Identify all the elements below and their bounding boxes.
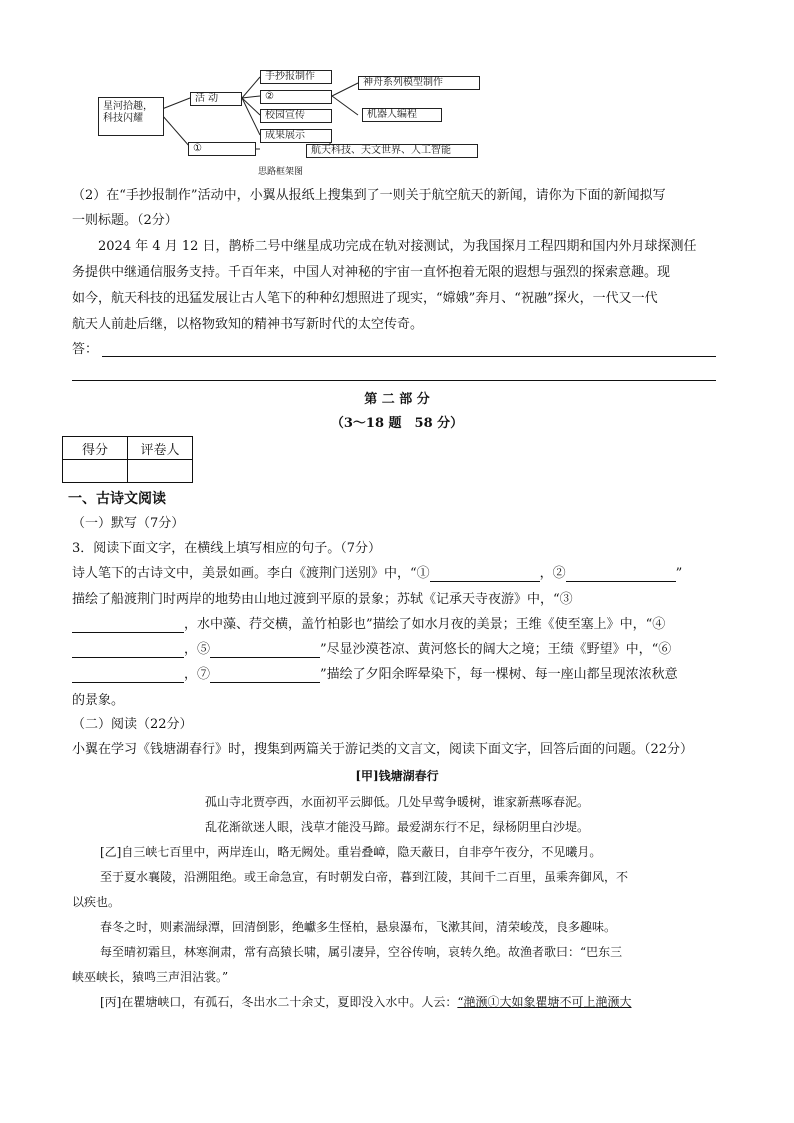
diagram-root-box: 星河拾趣， 科技闪耀 <box>98 97 164 136</box>
blank-7[interactable] <box>210 669 320 683</box>
diagram-caption: 思路框架图 <box>258 167 304 177</box>
score-table <box>62 436 193 483</box>
diagram-right-robot-coding: 机器人编程 <box>362 108 442 122</box>
score-cell-score[interactable] <box>63 460 128 483</box>
diagram-right-model-making: 神舟系列模型制作 <box>358 76 480 90</box>
part2-subtitle: （3～18 题 58 分） <box>330 416 464 431</box>
diagram-item-results-show: 成果展示 <box>260 129 332 143</box>
text-jia-line2: 乱花渐欲迷人眼，浅草才能没马蹄。最爱湖东行不足，绿杨阴里白沙堤。 <box>204 820 589 834</box>
q3-line1-text-c: ” <box>675 566 683 581</box>
text-bing-line1 <box>100 994 632 1010</box>
text-yi-line5: 每至晴初霜旦，林寒涧肃，常有高猿长啸，属引凄异，空谷传响，哀转久绝。故渔者歌曰：“巴东三 <box>100 945 623 959</box>
blank-6[interactable] <box>72 669 184 683</box>
section1-reading-heading: （二）阅读（22分） <box>72 717 193 732</box>
blank-4[interactable] <box>72 644 184 658</box>
q3-line1-text-a: 诗人笔下的古诗文中，美景如画。李白《渡荆门送别》中，“① <box>72 566 430 581</box>
score-cell-grader[interactable] <box>128 460 193 483</box>
text-yi-line3: 以疾也。 <box>72 895 121 909</box>
diagram-activity-box: 活 动 <box>190 92 242 106</box>
text-bing-line1-b: “滟滪①大如象瞿塘不可上滟滪大 <box>457 995 632 1009</box>
q3-line1 <box>72 566 682 582</box>
blank-5[interactable] <box>210 644 320 658</box>
q3-line4 <box>72 642 671 658</box>
q2-news-line1: 2024 年 4 月 12 日，鹊桥二号中继星成功完成在轨对接测试，为我国探月工程四期和国内外月球探测任 <box>98 239 697 254</box>
blank-1[interactable] <box>430 568 540 582</box>
blank-3[interactable] <box>72 619 184 633</box>
q3-line4-text-a: ，⑤ <box>184 642 211 657</box>
reading-intro: 小翼在学习《钱塘湖春行》时，搜集到两篇关于游记类的文言文，阅读下面文字，回答后面的问题。（22分） <box>72 742 694 757</box>
text-bing-line1-a: [丙]在瞿塘峡口，有孤石，冬出水二十余丈，夏即没入水中。人云： <box>100 995 458 1009</box>
diagram-item-handwritten-newspaper: 手抄报制作 <box>260 70 332 84</box>
q3-line3-text: ，水中藻、荇交横，盖竹柏影也”描绘了如水月夜的美景；王维《使至塞上》中，“④ <box>184 617 666 632</box>
diagram-item-blank-2: ② <box>260 90 332 104</box>
part2-title: 第 二 部 分 <box>364 392 430 407</box>
diagram-bottom-topics: 航天科技、天文世界、人工智能 <box>306 144 478 158</box>
q3-line1-text-b: ，② <box>539 566 566 581</box>
text-yi-line4: 春冬之时，则素湍绿潭，回清倒影，绝巘多生怪柏，悬泉瀑布，飞漱其间，清荣峻茂，良多趣味。 <box>100 920 617 934</box>
section1-dictation-heading: （一）默写（7分） <box>72 516 185 531</box>
q3-line4-text-b: ”尽显沙漠苍凉、黄河悠长的阔大之境；王绩《野望》中，“⑥ <box>320 642 672 657</box>
q2-news-line4: 航天人前赴后继，以格物致知的精神书写新时代的太空传奇。 <box>72 317 424 332</box>
q3-line6: 的景象。 <box>72 693 125 708</box>
section1-heading: 一、古诗文阅读 <box>68 491 166 507</box>
text-yi-line1: [乙]自三峡七百里中，两岸连山，略无阙处。重岩叠嶂，隐天蔽日，自非亭午夜分，不见曦月。 <box>100 845 602 859</box>
q3-line2: 描绘了船渡荆门时两岸的地势由山地过渡到平原的景象；苏轼《记承天寺夜游》中，“③ <box>72 592 573 607</box>
q3-line5-text-a: ，⑦ <box>184 667 211 682</box>
text-jia-line1: 孤山寺北贾亭西，水面初平云脚低。几处早莺争暖树，谁家新燕啄春泥。 <box>204 795 589 809</box>
text-yi-line6: 峡巫峡长，猿鸣三声泪沾裳。” <box>72 970 229 984</box>
q3-title: 3．阅读下面文字，在横线上填写相应的句子。（7分） <box>72 541 382 556</box>
diagram-blank-1: ① <box>188 142 256 156</box>
q2-prompt-line2: 一则标题。（2分） <box>72 213 178 228</box>
q2-answer-line-2[interactable] <box>72 380 716 381</box>
score-header-grader: 评卷人 <box>128 437 193 460</box>
q3-line5-text-b: ”描绘了夕阳余晖晕染下，每一棵树、每一座山都呈现浓浓秋意 <box>320 667 678 682</box>
text-jia-title: [甲]钱塘湖春行 <box>355 769 439 783</box>
q2-answer-label: 答： <box>72 342 99 357</box>
diagram-item-campus-promo: 校园宣传 <box>260 109 332 123</box>
q3-line5 <box>72 667 678 683</box>
q2-answer-line-1[interactable] <box>102 356 716 357</box>
score-header-score: 得分 <box>63 437 128 460</box>
blank-2[interactable] <box>566 568 676 582</box>
q2-news-line2: 务提供中继通信服务支持。千百年来，中国人对神秘的宇宙一直怀抱着无限的遐想与强烈的探索意趣。现 <box>72 265 671 280</box>
q2-prompt-line1: （2）在“手抄报制作”活动中，小翼从报纸上搜集到了一则关于航空航天的新闻，请你为下面的新闻拟写 <box>72 188 666 203</box>
q2-news-line3: 如今，航天科技的迅猛发展让古人笔下的种种幻想照进了现实，“嫦娥”奔月、“祝融”探火，一代又一代 <box>72 291 658 306</box>
q3-line3 <box>72 617 665 633</box>
text-yi-line2: 至于夏水襄陵，沿溯阻绝。或王命急宣，有时朝发白帝，暮到江陵，其间千二百里，虽乘奔御风，不 <box>100 870 629 884</box>
